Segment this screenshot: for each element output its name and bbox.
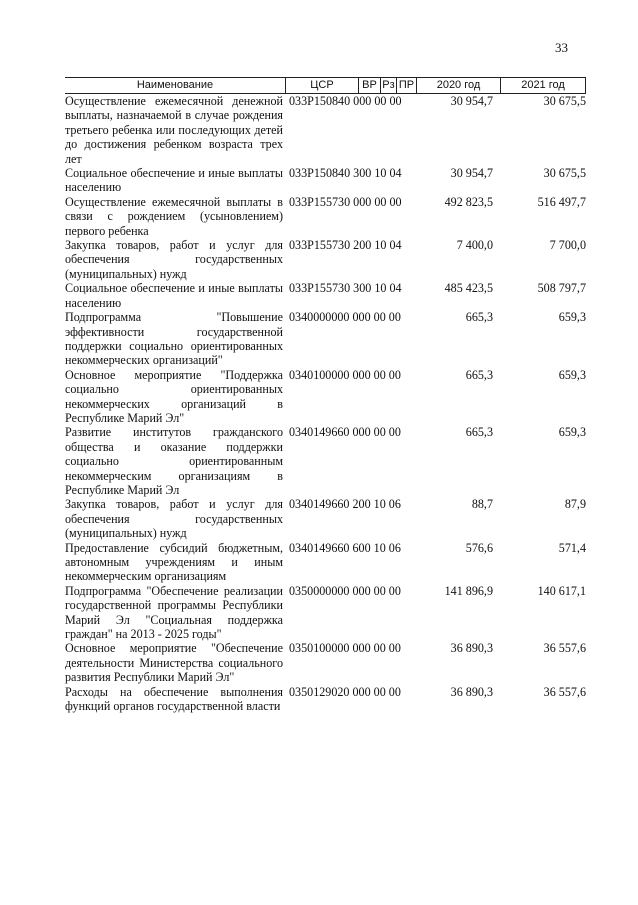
- row-code: 0350129020 000 00 00: [289, 684, 401, 699]
- header-name: Наименование: [136, 79, 214, 91]
- row-code: 0340149660 000 00 00: [289, 425, 401, 440]
- row-2021-value: 36 557,6: [543, 684, 586, 699]
- row-name: Осуществление ежемесячной денежной выплаты, назначаемой в случае рождения третьего ребенка или последующих детей до достижения ребенком возраста трех лет: [65, 94, 283, 166]
- row-2020-value: 36 890,3: [450, 684, 493, 699]
- table-row: [65, 641, 586, 684]
- header-csr: ЦСР: [285, 78, 358, 93]
- row-2020-value: 492 823,5: [444, 194, 493, 209]
- row-name: Осуществление ежемесячной выплаты в связи с рождением (усыновлением) первого ребенка: [65, 194, 283, 238]
- row-code: 033P155730 200 10 04: [289, 238, 402, 253]
- row-code: 0340000000 000 00 00: [289, 310, 401, 325]
- row-name: Основное мероприятие "Обеспечение деятельности Министерства социального развития Республики Марий Эл": [65, 641, 283, 685]
- row-name: Основное мероприятие "Поддержка социально ориентированных некоммерческих организаций в Республике Марий Эл": [65, 367, 283, 425]
- row-code: 033P150840 300 10 04: [289, 166, 402, 181]
- row-2021-value: 7 700,0: [549, 238, 586, 253]
- row-2020-value: 576,6: [465, 540, 493, 555]
- row-name: Социальное обеспечение и иные выплаты населению: [65, 281, 283, 310]
- row-2020-value: 485 423,5: [444, 281, 493, 296]
- table-row: [65, 584, 586, 642]
- header-vr: ВР: [358, 78, 380, 93]
- row-2020-value: 665,3: [465, 310, 493, 325]
- row-2020-value: 36 890,3: [450, 641, 493, 656]
- row-2020-value: 665,3: [465, 425, 493, 440]
- table-row: [65, 541, 586, 584]
- table-row: [65, 195, 586, 238]
- budget-table: [65, 77, 586, 713]
- table-row: [65, 685, 586, 714]
- row-2020-value: 30 954,7: [450, 94, 493, 108]
- row-2021-value: 516 497,7: [537, 194, 586, 209]
- row-2020-value: 665,3: [465, 367, 493, 382]
- row-2021-value: 659,3: [558, 367, 586, 382]
- table-row: [65, 166, 586, 195]
- row-code: 033P150840 000 00 00: [289, 94, 402, 108]
- row-code: 0340100000 000 00 00: [289, 367, 401, 382]
- row-code: 0350100000 000 00 00: [289, 641, 401, 656]
- table-row: [65, 425, 586, 497]
- row-2020-value: 7 400,0: [456, 238, 493, 253]
- row-2020-value: 141 896,9: [444, 583, 493, 598]
- row-name: Подпрограмма "Повышение эффективности государственной поддержки социально ориентированных некоммерческих организаций": [65, 310, 283, 368]
- header-pr: ПР: [396, 78, 416, 93]
- table-row: [65, 497, 586, 540]
- row-2021-value: 659,3: [558, 425, 586, 440]
- row-2021-value: 36 557,6: [543, 641, 586, 656]
- row-code: 033P155730 000 00 00: [289, 194, 402, 209]
- row-name: Закупка товаров, работ и услуг для обеспечения государственных (муниципальных) нужд: [65, 238, 283, 281]
- row-name: Подпрограмма "Обеспечение реализации государственной программы Республики Марий Эл "Социальная поддержка граждан" на 2013 - 2025 годы": [65, 583, 283, 642]
- row-name: Закупка товаров, работ и услуг для обеспечения государственных (муниципальных) нужд: [65, 497, 283, 541]
- row-2021-value: 87,9: [564, 497, 586, 512]
- page-number: 33: [555, 40, 568, 55]
- row-2020-value: 88,7: [471, 497, 493, 512]
- row-code: 033P155730 300 10 04: [289, 281, 402, 296]
- header-2020: 2020 год: [416, 78, 500, 93]
- row-2021-value: 659,3: [558, 310, 586, 325]
- row-code: 0340149660 600 10 06: [289, 540, 401, 555]
- row-code: 0340149660 200 10 06: [289, 497, 401, 512]
- row-name: Предоставление субсидий бюджетным, автономным учреждениям и иным некоммерческим организациям: [65, 540, 283, 584]
- row-name: Социальное обеспечение и иные выплаты населению: [65, 166, 283, 195]
- row-2020-value: 30 954,7: [450, 166, 493, 181]
- row-code: 0350000000 000 00 00: [289, 583, 401, 598]
- header-2021: 2021 год: [500, 78, 586, 93]
- table-header: [65, 77, 586, 94]
- row-name: Развитие институтов гражданского общества и оказание поддержки социально ориентированным некоммерческим организациям в Республике Марий Эл: [65, 425, 283, 497]
- row-name: Расходы на обеспечение выполнения функций органов государственной власти: [65, 684, 283, 714]
- table-row: [65, 281, 586, 310]
- table-row: [65, 310, 586, 368]
- table-row: [65, 238, 586, 281]
- row-2021-value: 30 675,5: [543, 166, 586, 181]
- table-row: [65, 368, 586, 426]
- table-row: [65, 94, 586, 166]
- row-2021-value: 571,4: [558, 540, 586, 555]
- header-rz: Рз: [380, 78, 396, 93]
- row-2021-value: 140 617,1: [537, 583, 586, 598]
- row-2021-value: 30 675,5: [543, 94, 586, 108]
- row-2021-value: 508 797,7: [537, 281, 586, 296]
